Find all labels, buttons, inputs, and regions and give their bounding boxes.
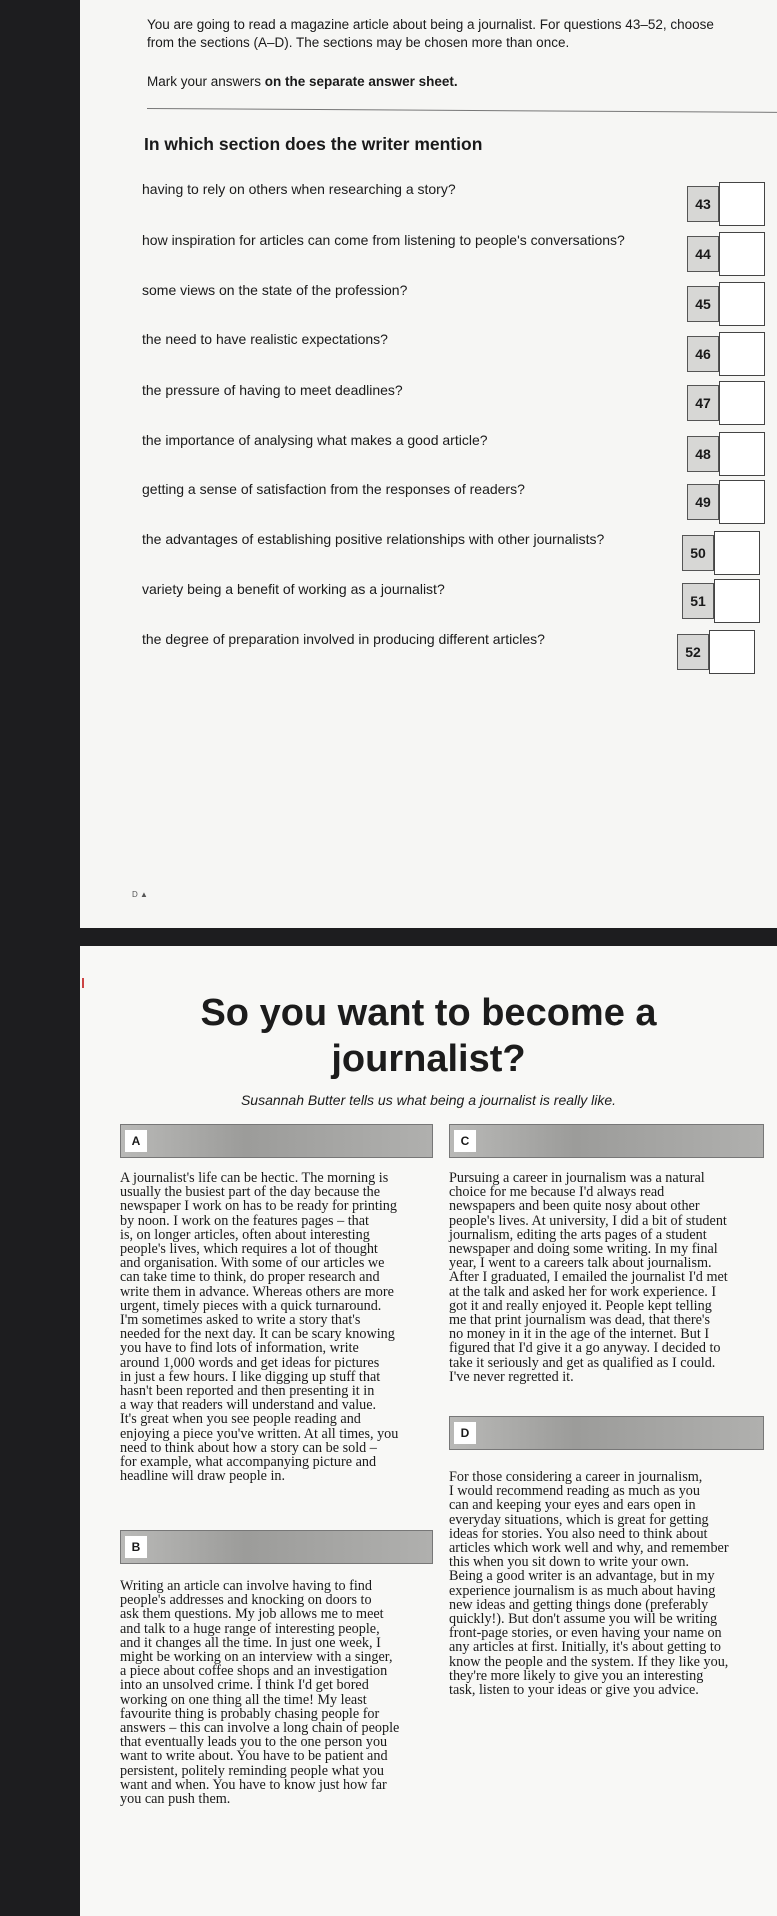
article-line: write them in advance. Whereas others are more [120,1283,394,1300]
article-line: answers – this can involve a long chain of people [120,1720,400,1737]
article-line: working on one thing all the time! My least [120,1691,367,1708]
article-line: in just a few hours. I like digging up stuff that [120,1368,381,1385]
article-line: urgent, timely pieces with a quick turnaround. [120,1297,382,1314]
section-a-header [120,1124,433,1158]
intro-line-1: You are going to read a magazine article about being a journalist. For questions 43–52, choose [147,17,714,32]
answer-slot [687,336,765,376]
article-line: It's great when you see people reading and [120,1411,361,1428]
question-number: 45 [687,286,719,322]
question-page [80,0,777,928]
answer-box[interactable] [719,232,765,276]
question-text: variety being a benefit of working as a journalist? [142,581,445,597]
article-line: favourite thing is probably chasing people for [120,1705,380,1722]
answer-box[interactable] [714,579,760,623]
article-line: got it and really enjoyed it. People kept telling [449,1297,712,1314]
question-number: 48 [687,436,719,472]
article-line: you have to find lots of information, write [120,1340,359,1357]
article-line: you can push them. [120,1791,231,1808]
article-subtitle: Susannah Butter tells us what being a journalist is really like. [240,1092,617,1108]
question-text: the advantages of establishing positive relationships with other journalists? [142,531,605,547]
section-c-text [449,1171,764,1384]
question-number: 46 [687,336,719,372]
article-line: usually the busiest part of the day because the [120,1184,381,1201]
question-number: 52 [677,634,709,670]
article-line: journalism, editing the arts pages of a student [449,1226,707,1243]
article-line: After I graduated, I emailed the journalist I'd met [449,1269,728,1286]
section-c-letter: C [454,1130,476,1152]
section-b-header [120,1530,433,1564]
article-line: can take time to think, do proper research and [120,1269,380,1286]
question-text: the degree of preparation involved in producing different articles? [142,631,545,647]
question-number: 44 [687,236,719,272]
question-text: the importance of analysing what makes a good article? [142,432,488,448]
question-number: 47 [687,385,719,421]
answer-slot [682,535,760,575]
question-text: getting a sense of satisfaction from the responses of readers? [142,481,525,497]
article-line: ask them questions. My job allows me to meet [120,1606,384,1623]
question-text: how inspiration for articles can come from listening to people's conversations? [142,232,625,248]
answer-box[interactable] [719,480,765,524]
article-line: newspaper I work on has to be ready for printing [120,1198,397,1215]
task-instructions [147,16,777,52]
article-line: newspaper and doing some writing. In my final [449,1241,718,1258]
article-page [80,946,777,1916]
article-line: and organisation. With some of our articles we [120,1255,385,1272]
article-line: Pursuing a career in journalism was a natural [449,1170,705,1186]
answer-box[interactable] [719,332,765,376]
article-line: front-page stories, or even having your name on [449,1625,722,1642]
article-line: for example, what accompanying picture and [120,1454,377,1471]
article-line: any articles at first. Initially, it's about getting to [449,1639,721,1656]
article-line: people's lives. At university, I did a bit of student [449,1212,727,1229]
answer-slot [677,634,755,674]
article-line: a piece about coffee shops and an investigation [120,1663,388,1680]
article-line: I've never regretted it. [449,1368,574,1385]
edge-mark [82,978,84,988]
article-line: me that print journalism was dead, that there's [449,1312,711,1329]
article-line: enjoying a piece you've written. At all times, you [120,1425,399,1442]
question-number: 50 [682,535,714,571]
article-line: around 1,000 words and get ideas for pictures [120,1354,380,1371]
article-line: For those considering a career in journalism, [449,1469,703,1485]
answer-box[interactable] [719,282,765,326]
article-line: quickly!). But don't assume you will be writing [449,1611,718,1628]
article-line: and it changes all the time. In just one week, I [120,1634,381,1651]
article-line: hasn't been reported and then presenting it in [120,1383,375,1400]
article-line: experience journalism is as much about having [449,1582,716,1599]
article-line: newspapers and been quite nosy about other [449,1198,700,1215]
article-line: by noon. I work on the features pages – that [120,1212,370,1229]
mark-prefix: Mark your answers [147,74,265,89]
answer-slot [682,583,760,623]
section-c-header [449,1124,764,1158]
answer-box[interactable] [719,432,765,476]
question-text: some views on the state of the profession? [142,282,408,298]
article-line: they're more likely to give you an interesting [449,1667,704,1684]
article-line: want to write about. You have to be patient and [120,1748,388,1765]
question-number: 51 [682,583,714,619]
article-line: persistent, politely reminding people what you [120,1762,384,1779]
answer-box[interactable] [719,182,765,226]
article-line: everyday situations, which is great for getting [449,1511,709,1528]
article-line: need to think about how a story can be sold – [120,1439,377,1456]
article-line: take it seriously and get as qualified as I could. [449,1354,716,1371]
divider [147,108,777,113]
section-b-letter: B [125,1536,147,1558]
question-text: having to rely on others when researching a story? [142,181,456,197]
article-line: figured that I'd give it a go anyway. I decided to [449,1340,721,1357]
article-line: is, on longer articles, often about interesting [120,1226,370,1243]
article-line: and talk to a huge range of interesting people, [120,1620,380,1637]
article-line: at the talk and asked her for work experience. I [449,1283,717,1300]
section-a-letter: A [125,1130,147,1152]
answer-slot [687,186,765,226]
answer-slot [687,385,765,425]
article-line: Being a good writer is an advantage, but in my [449,1568,715,1585]
article-line: want and when. You have to know just how far [120,1776,387,1793]
article-title-line-1: So you want to become a [200,992,657,1034]
stray-mark: D ▲ [132,890,148,899]
answer-box[interactable] [709,630,755,674]
intro-line-2: from the sections (A–D). The sections may be chosen more than once. [147,35,570,50]
question-number: 43 [687,186,719,222]
section-d-letter: D [454,1422,476,1444]
section-a-text [120,1171,433,1483]
article-line: I would recommend reading as much as you [449,1483,700,1500]
article-line: a way that readers will understand and value. [120,1397,377,1414]
article-line: year, I went to a careers talk about journalism. [449,1255,712,1272]
article-line: Writing an article can involve having to find [120,1578,372,1594]
article-line: into an unsolved crime. I think I'd get bored [120,1677,369,1694]
article-line: this when you sit down to write your own. [449,1554,689,1571]
question-text: the pressure of having to meet deadlines? [142,382,403,398]
article-line: know the people and the system. If they like you, [449,1653,729,1670]
answer-box[interactable] [719,381,765,425]
article-line: choice for me because I'd always read [449,1184,665,1201]
article-line: no money in it in the age of the internet. But I [449,1326,710,1343]
article-line: needed for the next day. It can be scary knowing [120,1326,395,1343]
article-line: might be working on an interview with a singer, [120,1649,393,1666]
article-line: people's addresses and knocking on doors to [120,1592,372,1609]
article-line: A journalist's life can be hectic. The morning is [120,1170,389,1186]
answer-slot [687,436,765,476]
article-line: I'm sometimes asked to write a story that's [120,1312,361,1329]
answer-slot [687,286,765,326]
question-number: 49 [687,484,719,520]
answer-box[interactable] [714,531,760,575]
article-line: articles which work well and why, and remember [449,1540,729,1557]
article-line: can and keeping your eyes and ears open in [449,1497,696,1514]
article-line: that eventually leads you to the one person you [120,1734,388,1751]
answer-slot [687,236,765,276]
section-d-text [449,1470,764,1697]
article-line: people's lives, which requires a lot of thought [120,1241,378,1258]
question-heading: In which section does the writer mention [144,134,483,154]
answer-sheet-instruction [147,74,458,89]
article-title-line-2: journalist? [331,1038,526,1080]
article-line: ideas for stories. You also need to think about [449,1525,708,1542]
question-text: the need to have realistic expectations? [142,331,388,347]
section-d-header [449,1416,764,1450]
section-b-text [120,1579,433,1806]
mark-bold: on the separate answer sheet. [264,74,458,89]
article-line: headline will draw people in. [120,1468,286,1485]
article-line: task, listen to your ideas or give you advice. [449,1682,699,1699]
article-line: new ideas and getting things done (preferably [449,1596,709,1613]
answer-slot [687,484,765,524]
